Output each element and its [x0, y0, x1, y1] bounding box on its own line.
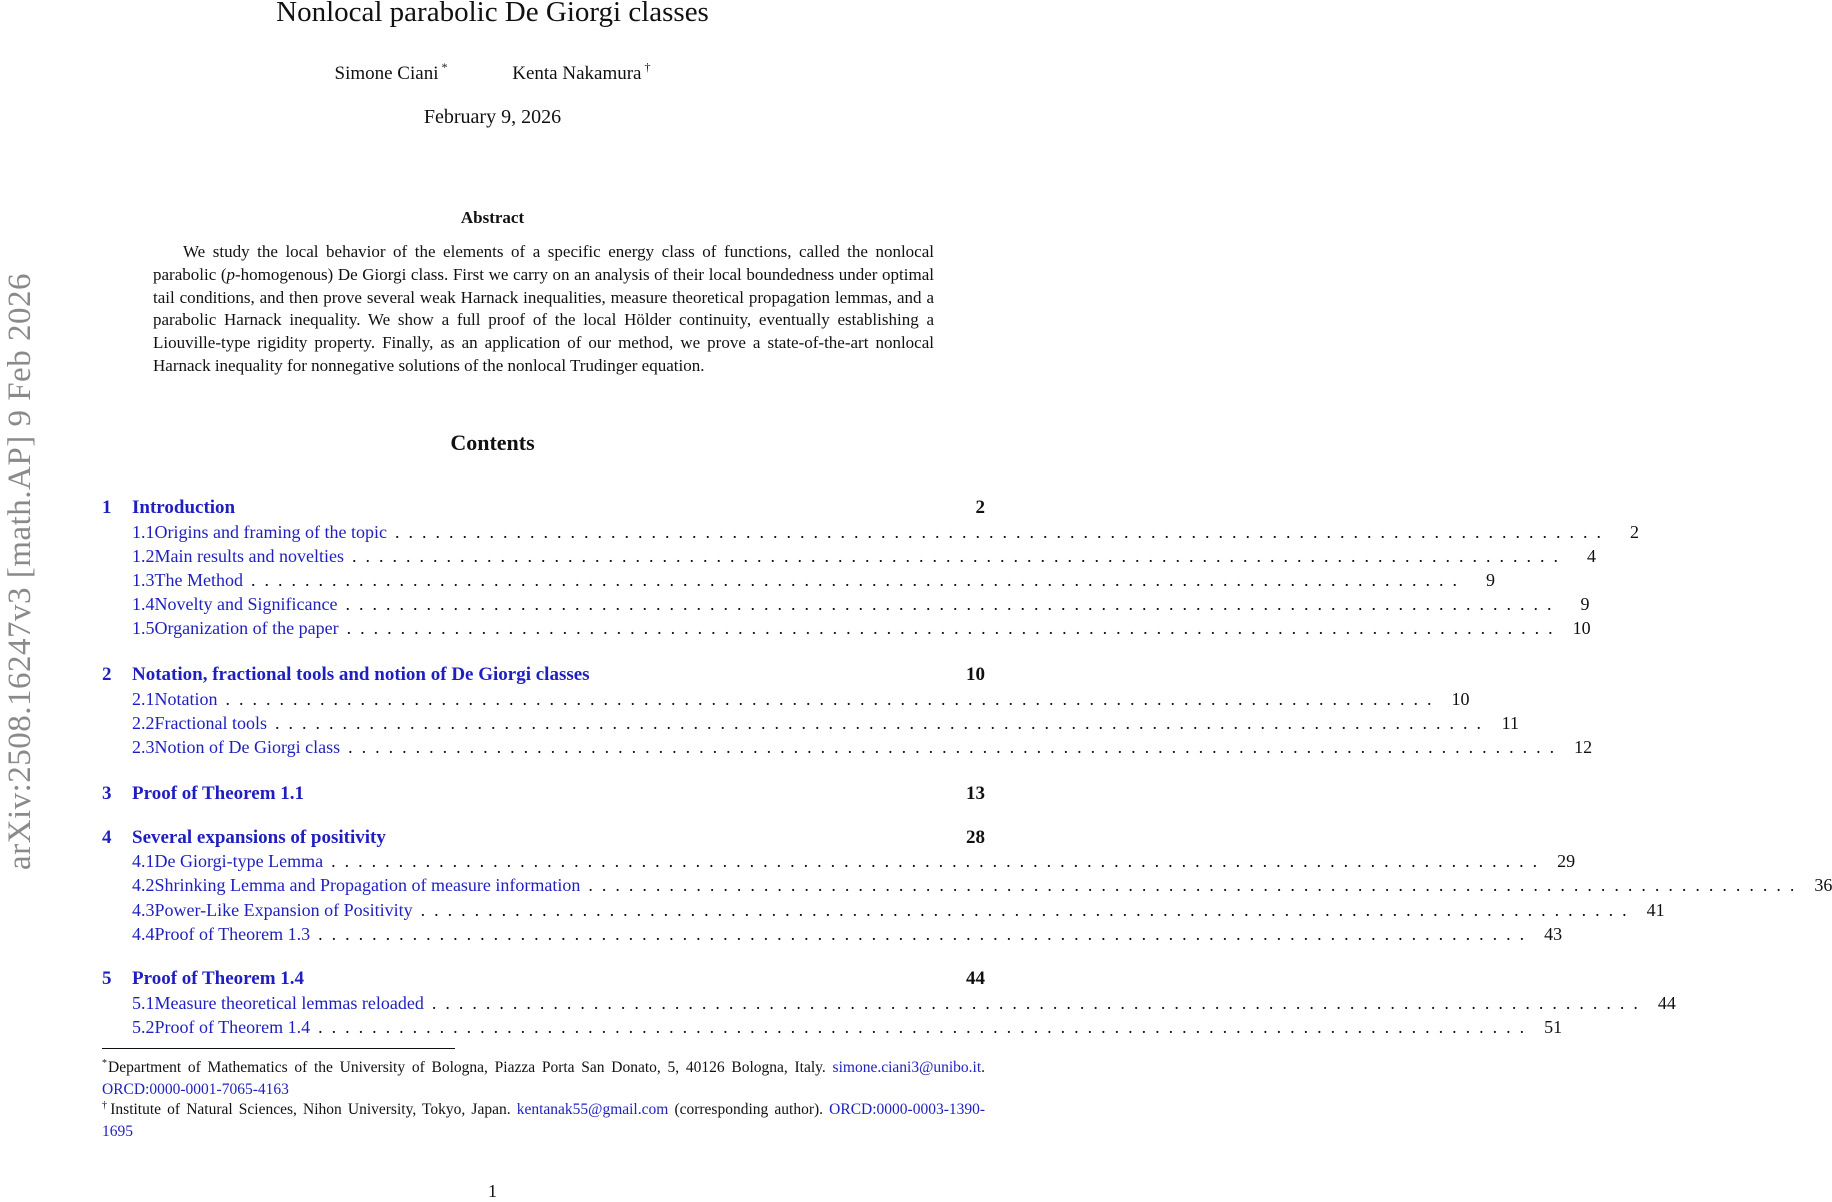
- toc-link[interactable]: Notion of De Giorgi class: [154, 737, 341, 757]
- toc-page: 10: [1451, 689, 1470, 709]
- author-list: [0, 60, 985, 85]
- author-nakamura: [512, 60, 650, 85]
- toc-link[interactable]: Main results and novelties: [154, 546, 344, 566]
- toc-leader-dots: . . . . . . . . . . . . . . . . . . . . . . . . . . . . . . . . . . . . . . . . . . . . . . . . . . . . . . . . . . . . . . . . . . . . . . . . . . . . . . . . . . . . . . . . . .: [431, 993, 1638, 1013]
- abstract-heading: Abstract: [460, 208, 525, 227]
- toc-link[interactable]: Origins and framing of the topic: [154, 522, 387, 542]
- footnote-note: (corresponding author).: [674, 1101, 824, 1118]
- abstract-part-1: We study the local behavior of the elements of a specific energy class of functions, called the nonlocal parabolic (: [153, 242, 934, 284]
- toc-subsection-1-3[interactable]: [102, 570, 1495, 594]
- toc-subsection-4-1[interactable]: [102, 851, 1576, 875]
- toc-link[interactable]: Fractional tools: [154, 713, 267, 733]
- toc-number: 2.3: [132, 737, 155, 757]
- toc-subsection-1-2[interactable]: [102, 546, 1596, 570]
- toc-subsection-2-2[interactable]: [102, 713, 1519, 737]
- toc-link[interactable]: Organization of the paper: [154, 618, 339, 638]
- abstract-part-2: -homogenous) De Giorgi class. First we carry on an analysis of their local boundedness under optimal tail conditions, and then prove several weak Harnack inequalities, measure theoretical propagation lemmas, and a parabolic Harnack inequality. We show a full proof of the local Hölder continuity, eventually establishing a Liouville-type rigidity property. Finally, as an application of our method, we prove a state-of-the-art nonlocal Harnack inequality for nonnegative solutions of the nonlocal Trudinger equation.: [153, 264, 934, 375]
- toc-page: 44: [966, 968, 985, 989]
- toc-number: 5: [102, 968, 112, 989]
- toc-number: 2.1: [132, 689, 155, 709]
- author-ciani: [335, 60, 448, 85]
- email-link[interactable]: simone.ciani3@unibo.it: [832, 1059, 982, 1076]
- toc-leader-dots: . . . . . . . . . . . . . . . . . . . . . . . . . . . . . . . . . . . . . . . . . . . . . . . . . . . . . . . . . . . . . . . . . . . . . . . . . . . . . . . . . . . . . . . . . .: [250, 570, 1457, 590]
- toc-link[interactable]: Measure theoretical lemmas reloaded: [154, 993, 424, 1013]
- toc-page: 13: [966, 783, 985, 804]
- page-number: 1: [488, 1181, 497, 1201]
- toc-link[interactable]: The Method: [154, 570, 243, 590]
- toc-number: 5.1: [132, 993, 155, 1013]
- toc-leader-dots: . . . . . . . . . . . . . . . . . . . . . . . . . . . . . . . . . . . . . . . . . . . . . . . . . . . . . . . . . . . . . . . . . . . . . . . . . . . . . . . . . . . . . . . . . .: [588, 875, 1795, 895]
- toc-link[interactable]: Proof of Theorem 1.4: [132, 968, 305, 989]
- toc-leader-dots: . . . . . . . . . . . . . . . . . . . . . . . . . . . . . . . . . . . . . . . . . . . . . . . . . . . . . . . . . . . . . . . . . . . . . . . . . . . . . . . . . . . . . . . . . .: [225, 689, 1432, 709]
- toc-section-5[interactable]: [102, 968, 985, 992]
- toc-link[interactable]: Power-Like Expansion of Positivity: [154, 900, 413, 920]
- toc-number: 1.1: [132, 522, 155, 542]
- toc-page: 2: [975, 497, 985, 518]
- abstract-text: [153, 241, 934, 378]
- toc-subsection-1-1[interactable]: [102, 522, 1639, 546]
- footnote-mark: *: [102, 1058, 107, 1069]
- toc-link[interactable]: De Giorgi-type Lemma: [154, 851, 324, 871]
- toc-page: 41: [1646, 900, 1665, 920]
- toc-page: 36: [1814, 875, 1832, 895]
- toc-leader-dots: . . . . . . . . . . . . . . . . . . . . . . . . . . . . . . . . . . . . . . . . . . . . . . . . . . . . . . . . . . . . . . . . . . . . . . . . . . . . . . . . . . . . . . . . . .: [394, 522, 1601, 542]
- toc-subsection-4-2[interactable]: [102, 875, 1832, 899]
- author-name: Simone Ciani: [334, 63, 439, 84]
- toc-leader-dots: . . . . . . . . . . . . . . . . . . . . . . . . . . . . . . . . . . . . . . . . . . . . . . . . . . . . . . . . . . . . . . . . . . . . . . . . . . . . . . . . . . . . . . . . . .: [420, 900, 1627, 920]
- abstract-italic-p: p: [226, 264, 236, 284]
- toc-link[interactable]: Proof of Theorem 1.4: [154, 1017, 311, 1037]
- footnote-1: [102, 1053, 985, 1100]
- footnote-affiliation: Department of Mathematics of the University of Bologna, Piazza Porta San Donato, 5, 40126 Bologna, Italy.: [108, 1059, 826, 1076]
- toc-link[interactable]: Proof of Theorem 1.1: [132, 783, 305, 804]
- toc-page: 9: [1580, 594, 1590, 614]
- toc-section-1[interactable]: [102, 497, 985, 521]
- toc-page: 10: [1572, 618, 1591, 638]
- toc-subsection-5-2[interactable]: [102, 1017, 1563, 1041]
- toc-number: 4.4: [132, 924, 155, 944]
- toc-subsection-2-3[interactable]: [102, 737, 1593, 761]
- toc-page: 44: [1657, 993, 1676, 1013]
- toc-link[interactable]: Novelty and Significance: [154, 594, 338, 614]
- toc-link[interactable]: Proof of Theorem 1.3: [154, 924, 311, 944]
- toc-page: 29: [1557, 851, 1576, 871]
- arxiv-side-stamp: arXiv:2508.16247v3 [math.AP] 9 Feb 2026: [2, 273, 38, 870]
- toc-page: 28: [966, 827, 985, 848]
- author-footnote-mark[interactable]: *: [441, 60, 448, 74]
- footnote-2: [102, 1095, 985, 1142]
- toc-section-3[interactable]: [102, 783, 985, 807]
- toc-subsection-5-1[interactable]: [102, 993, 1676, 1017]
- toc-page: 4: [1586, 546, 1596, 566]
- toc-subsection-1-5[interactable]: [102, 618, 1591, 642]
- orcid-link[interactable]: ORCD:0000-0001-7065-4163: [102, 1080, 289, 1098]
- toc-subsection-4-3[interactable]: [102, 900, 1665, 924]
- author-footnote-mark[interactable]: †: [644, 60, 651, 74]
- toc-number: 1.4: [132, 594, 155, 614]
- toc-number: 2.2: [132, 713, 155, 733]
- toc-leader-dots: . . . . . . . . . . . . . . . . . . . . . . . . . . . . . . . . . . . . . . . . . . . . . . . . . . . . . . . . . . . . . . . . . . . . . . . . . . . . . . . . . . . . . . . . . .: [351, 546, 1558, 566]
- toc-link[interactable]: Introduction: [132, 497, 236, 518]
- toc-subsection-1-4[interactable]: [102, 594, 1590, 618]
- toc-leader-dots: . . . . . . . . . . . . . . . . . . . . . . . . . . . . . . . . . . . . . . . . . . . . . . . . . . . . . . . . . . . . . . . . . . . . . . . . . . . . . . . . . . . . . . . . . .: [345, 594, 1552, 614]
- toc-link[interactable]: Notation: [154, 689, 218, 709]
- toc-page: 10: [966, 664, 985, 685]
- toc-number: 4.2: [132, 875, 155, 895]
- toc-number: 1.5: [132, 618, 155, 638]
- contents-heading: Contents: [450, 430, 535, 455]
- toc-page: 11: [1501, 713, 1519, 733]
- toc-link[interactable]: Several expansions of positivity: [132, 827, 386, 848]
- toc-section-4[interactable]: [102, 827, 985, 851]
- footnote-mark: †: [102, 1100, 110, 1111]
- toc-section-2[interactable]: [102, 664, 985, 688]
- footnote-rule: [102, 1048, 455, 1049]
- toc-number: 4.1: [132, 851, 155, 871]
- author-name: Kenta Nakamura: [512, 63, 642, 84]
- toc-number: 3: [102, 783, 112, 804]
- toc-number: 1.3: [132, 570, 155, 590]
- toc-number: 1.2: [132, 546, 155, 566]
- paper-date: February 9, 2026: [423, 106, 562, 128]
- toc-leader-dots: . . . . . . . . . . . . . . . . . . . . . . . . . . . . . . . . . . . . . . . . . . . . . . . . . . . . . . . . . . . . . . . . . . . . . . . . . . . . . . . . . . . . . . . . . .: [331, 851, 1538, 871]
- toc-page: 51: [1544, 1017, 1563, 1037]
- paper-title: Nonlocal parabolic De Giorgi classes: [276, 0, 709, 28]
- toc-leader-dots: . . . . . . . . . . . . . . . . . . . . . . . . . . . . . . . . . . . . . . . . . . . . . . . . . . . . . . . . . . . . . . . . . . . . . . . . . . . . . . . . . . . . . . . . . .: [318, 924, 1525, 944]
- toc-number: 1: [102, 497, 112, 518]
- toc-page: 12: [1574, 737, 1593, 757]
- toc-number: 4.3: [132, 900, 155, 920]
- toc-subsection-4-4[interactable]: [102, 924, 1563, 948]
- toc-page: 9: [1485, 570, 1495, 590]
- email-link[interactable]: kentanak55@gmail.com: [516, 1101, 669, 1118]
- toc-link[interactable]: Notation, fractional tools and notion of De Giorgi classes: [132, 664, 590, 685]
- toc-leader-dots: . . . . . . . . . . . . . . . . . . . . . . . . . . . . . . . . . . . . . . . . . . . . . . . . . . . . . . . . . . . . . . . . . . . . . . . . . . . . . . . . . . . . . . . . . .: [274, 713, 1481, 733]
- toc-leader-dots: . . . . . . . . . . . . . . . . . . . . . . . . . . . . . . . . . . . . . . . . . . . . . . . . . . . . . . . . . . . . . . . . . . . . . . . . . . . . . . . . . . . . . . . . . .: [318, 1017, 1525, 1037]
- toc-leader-dots: . . . . . . . . . . . . . . . . . . . . . . . . . . . . . . . . . . . . . . . . . . . . . . . . . . . . . . . . . . . . . . . . . . . . . . . . . . . . . . . . . . . . . . . . . .: [346, 618, 1553, 638]
- toc-link[interactable]: Shrinking Lemma and Propagation of measure information: [154, 875, 581, 895]
- toc-number: 5.2: [132, 1017, 155, 1037]
- toc-subsection-2-1[interactable]: [102, 689, 1470, 713]
- orcid-link[interactable]: ORCD:0000-0003-1390-1695: [102, 1101, 986, 1140]
- footnote-separator: .: [981, 1059, 986, 1076]
- toc-leader-dots: . . . . . . . . . . . . . . . . . . . . . . . . . . . . . . . . . . . . . . . . . . . . . . . . . . . . . . . . . . . . . . . . . . . . . . . . . . . . . . . . . . . . . . . . . .: [348, 737, 1555, 757]
- toc-page: 43: [1544, 924, 1563, 944]
- footnote-affiliation: Institute of Natural Sciences, Nihon University, Tokyo, Japan.: [110, 1101, 511, 1118]
- toc-number: 2: [102, 664, 112, 685]
- toc-page: 2: [1629, 522, 1639, 542]
- toc-number: 4: [102, 827, 112, 848]
